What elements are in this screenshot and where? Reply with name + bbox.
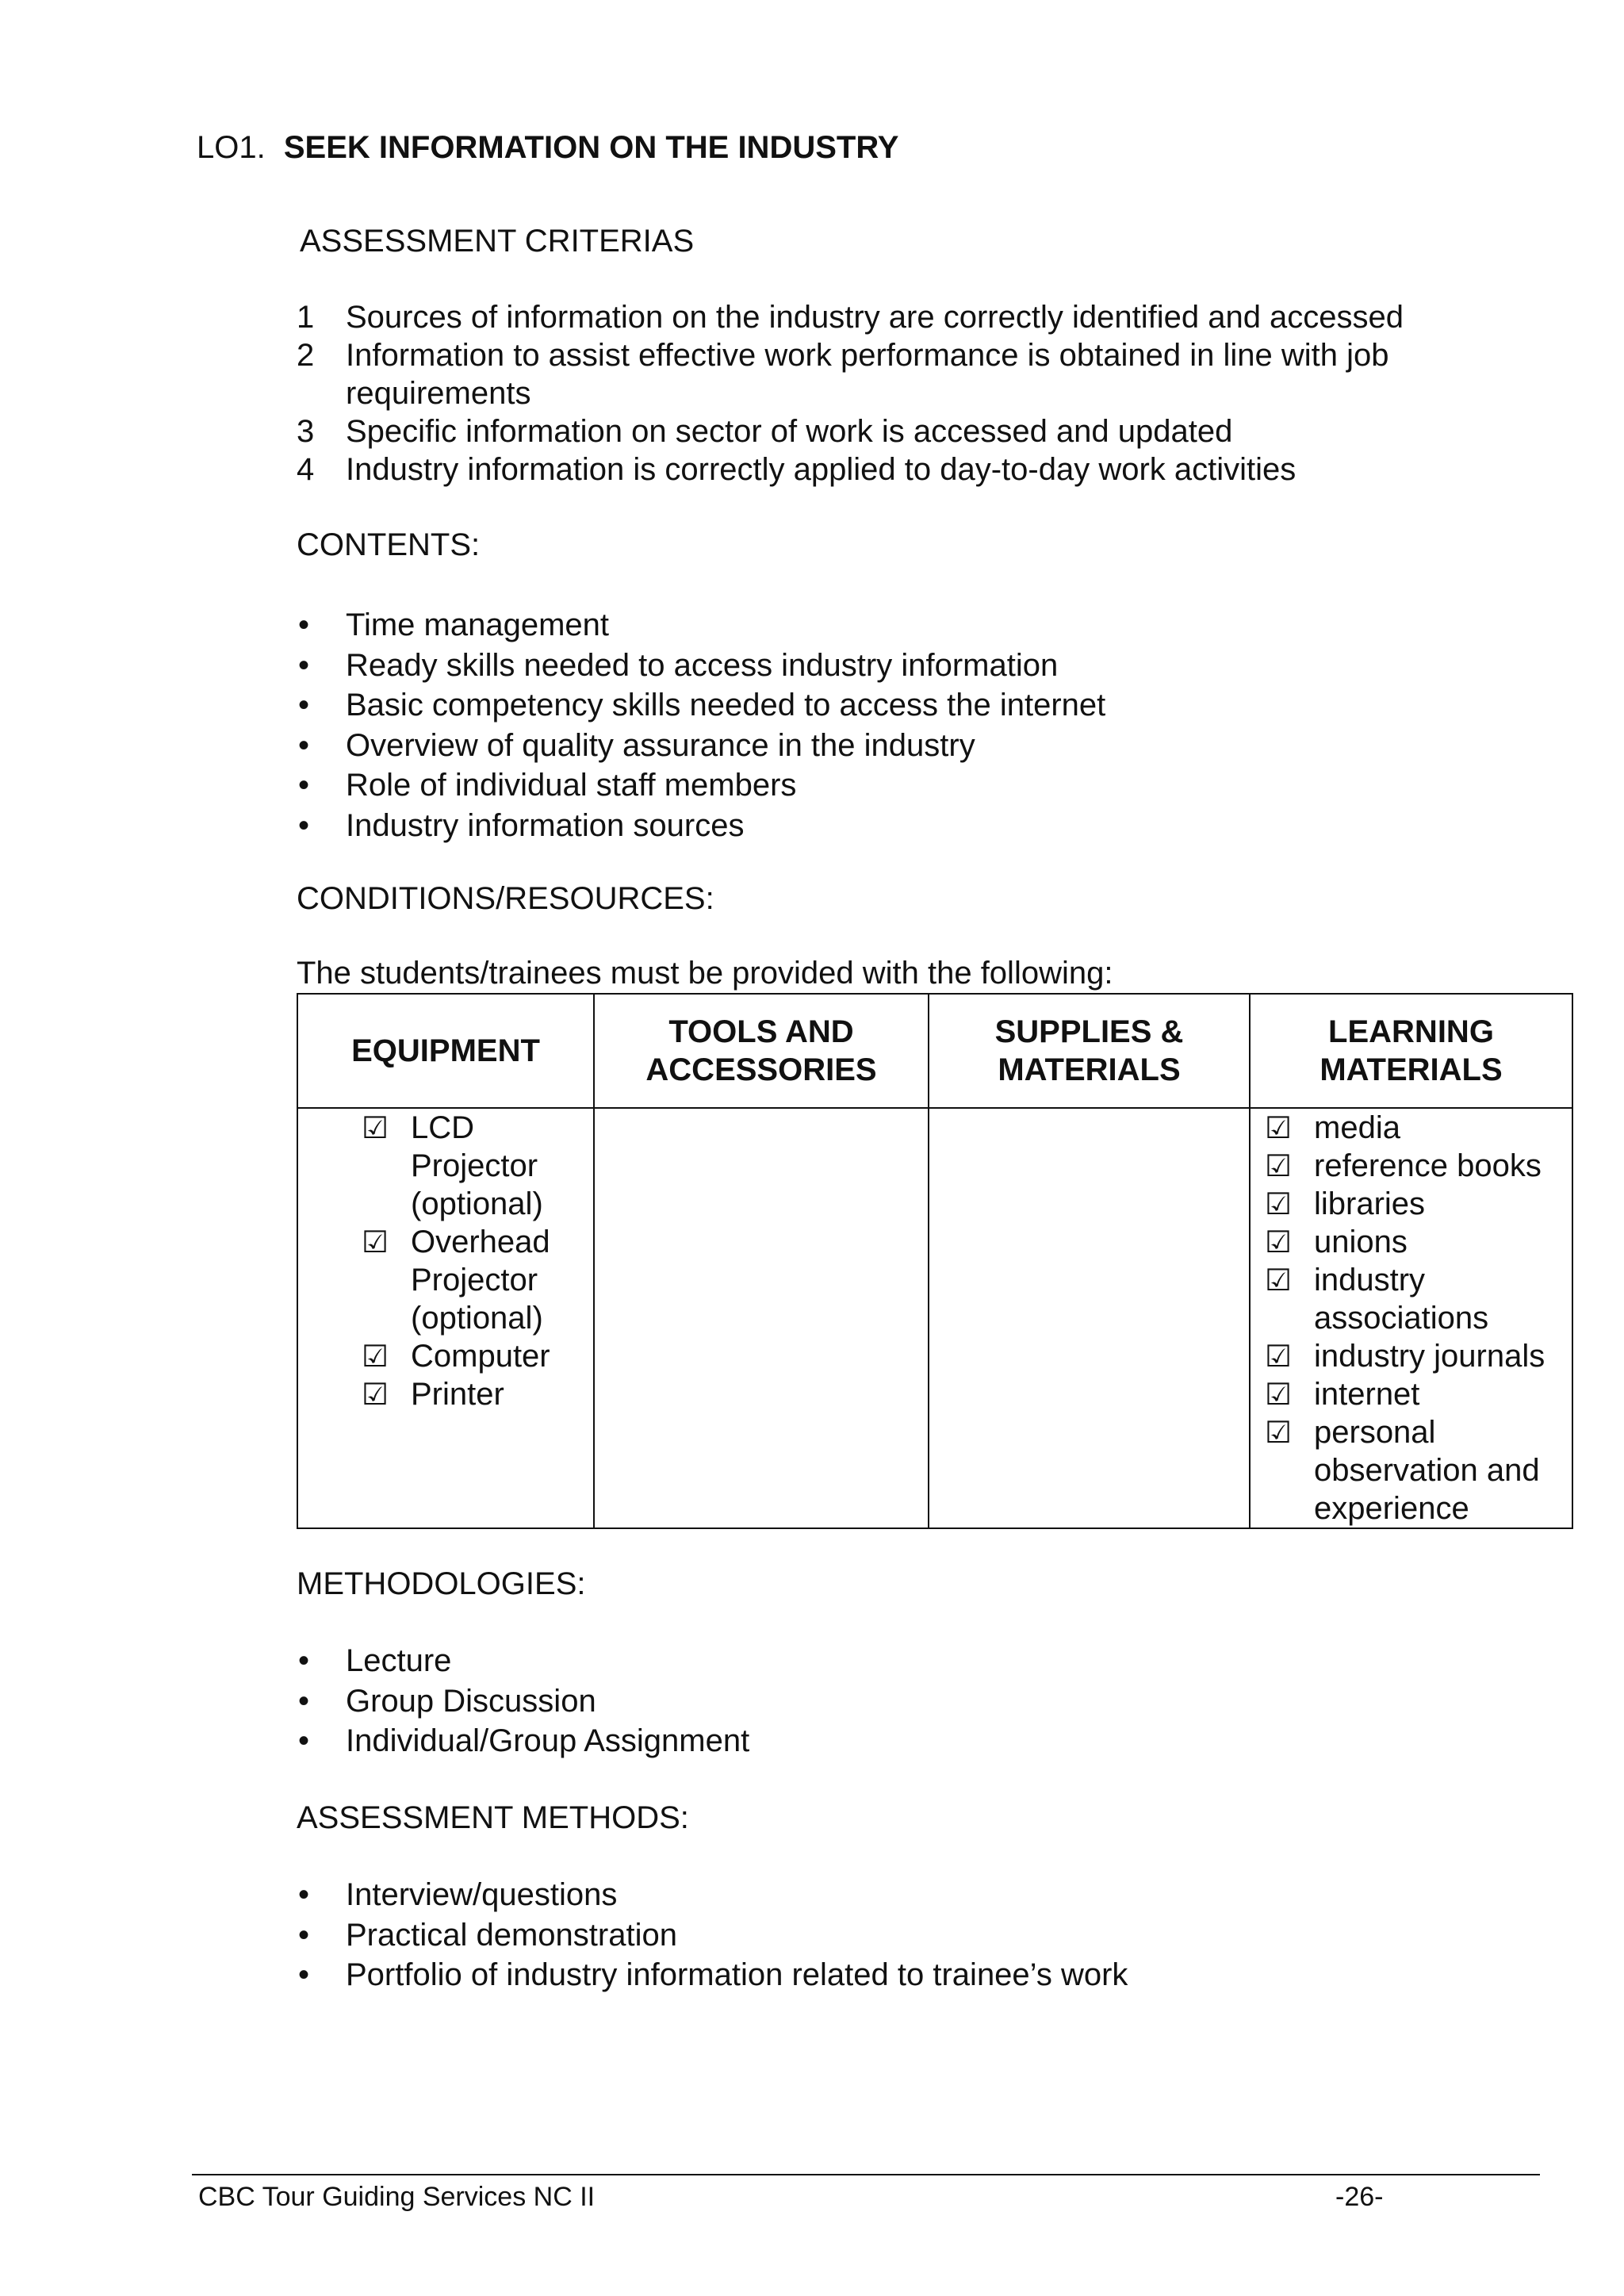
equipment-item: ☑ Overhead Projector (optional)	[362, 1225, 550, 1336]
header-supplies-materials: SUPPLIES & MATERIALS	[929, 994, 1250, 1108]
contents-item: • Time management	[298, 608, 609, 642]
assessment-criteria-label: ASSESSMENT CRITERIAS	[300, 224, 695, 259]
footer-page-number: -26-	[1335, 2182, 1384, 2212]
resources-table	[297, 993, 1573, 1529]
checkbox-checked-icon: ☑	[1265, 1339, 1293, 1374]
contents-item: • Role of individual staff members	[298, 768, 797, 803]
equipment-item: ☑ LCD Projector (optional)	[362, 1110, 543, 1221]
assessment-methods-list	[297, 1875, 1597, 1995]
checkbox-checked-icon: ☑	[362, 1110, 389, 1145]
learning-outcome-title: SEEK INFORMATION ON THE INDUSTRY	[283, 130, 899, 165]
criteria-item: 1 Sources of information on the industry are correctly identified and accessed	[297, 300, 1404, 335]
assessment-criteria-list	[297, 298, 1597, 489]
assessment-method-item: • Practical demonstration	[298, 1917, 677, 1953]
learning-item: ☑ internet	[1265, 1377, 1420, 1412]
methodology-item: • Individual/Group Assignment	[298, 1723, 750, 1758]
contents-item: • Ready skills needed to access industry information	[298, 647, 1059, 683]
learning-item: ☑ unions	[1265, 1225, 1408, 1259]
learning-item: ☑ media	[1265, 1110, 1400, 1145]
contents-label: CONTENTS:	[297, 527, 481, 562]
learning-item: ☑ industry journals	[1265, 1339, 1545, 1374]
learning-item: ☑ libraries	[1265, 1186, 1426, 1221]
learning-item: ☑ reference books	[1265, 1148, 1542, 1183]
equipment-cell	[297, 1108, 594, 1528]
contents-item: • Overview of quality assurance in the industry	[298, 727, 975, 763]
header-equipment: EQUIPMENT	[297, 994, 594, 1108]
learning-materials-cell	[1250, 1108, 1572, 1528]
equipment-item: ☑ Printer	[362, 1377, 504, 1412]
checkbox-checked-icon: ☑	[1265, 1186, 1293, 1221]
learning-item: ☑ industry associations	[1265, 1263, 1489, 1336]
conditions-intro: The students/trainees must be provided with the following:	[297, 956, 1113, 991]
checkbox-checked-icon: ☑	[1265, 1415, 1293, 1450]
header-tools-accessories: TOOLS AND ACCESSORIES	[594, 994, 929, 1108]
footer-divider	[192, 2174, 1540, 2175]
learning-item: ☑ personal observation and experience	[1265, 1415, 1540, 1526]
header-learning-materials: LEARNING MATERIALS	[1250, 994, 1572, 1108]
assessment-method-item: • Portfolio of industry information related to trainee’s work	[298, 1957, 1128, 1992]
checkbox-checked-icon: ☑	[1265, 1148, 1293, 1183]
conditions-label: CONDITIONS/RESOURCES:	[297, 881, 714, 916]
contents-item: • Industry information sources	[298, 807, 745, 843]
criteria-item: 3 Specific information on sector of work is accessed and updated	[297, 414, 1233, 449]
checkbox-checked-icon: ☑	[1265, 1225, 1293, 1259]
criteria-item: 2 Information to assist effective work performance is obtained in line with job requirements	[297, 338, 1389, 411]
resources-body-row	[297, 1108, 1572, 1528]
checkbox-checked-icon: ☑	[362, 1377, 389, 1412]
supplies-materials-cell	[929, 1108, 1250, 1528]
checkbox-checked-icon: ☑	[1265, 1377, 1293, 1412]
methodologies-list	[297, 1641, 1597, 1761]
checkbox-checked-icon: ☑	[1265, 1110, 1293, 1145]
methodologies-label: METHODOLOGIES:	[297, 1566, 586, 1601]
checkbox-checked-icon: ☑	[1265, 1263, 1293, 1297]
learning-materials-list	[1251, 1109, 1572, 1527]
contents-item: • Basic competency skills needed to access the internet	[298, 688, 1106, 723]
assessment-methods-label: ASSESSMENT METHODS:	[297, 1800, 689, 1835]
footer-course-title: CBC Tour Guiding Services NC II	[198, 2182, 596, 2212]
equipment-item: ☑ Computer	[362, 1339, 550, 1374]
checkbox-checked-icon: ☑	[362, 1339, 389, 1374]
methodology-item: • Lecture	[298, 1643, 452, 1678]
assessment-method-item: • Interview/questions	[298, 1877, 618, 1912]
learning-outcome-number: LO1.	[197, 130, 266, 165]
resources-header-row	[297, 994, 1572, 1108]
criteria-item: 4 Industry information is correctly applied to day-to-day work activities	[297, 452, 1297, 487]
checkbox-checked-icon: ☑	[362, 1225, 389, 1259]
equipment-list	[298, 1109, 593, 1413]
tools-accessories-cell	[594, 1108, 929, 1528]
methodology-item: • Group Discussion	[298, 1683, 596, 1719]
contents-list	[297, 605, 1597, 845]
learning-outcome-heading	[197, 128, 898, 167]
